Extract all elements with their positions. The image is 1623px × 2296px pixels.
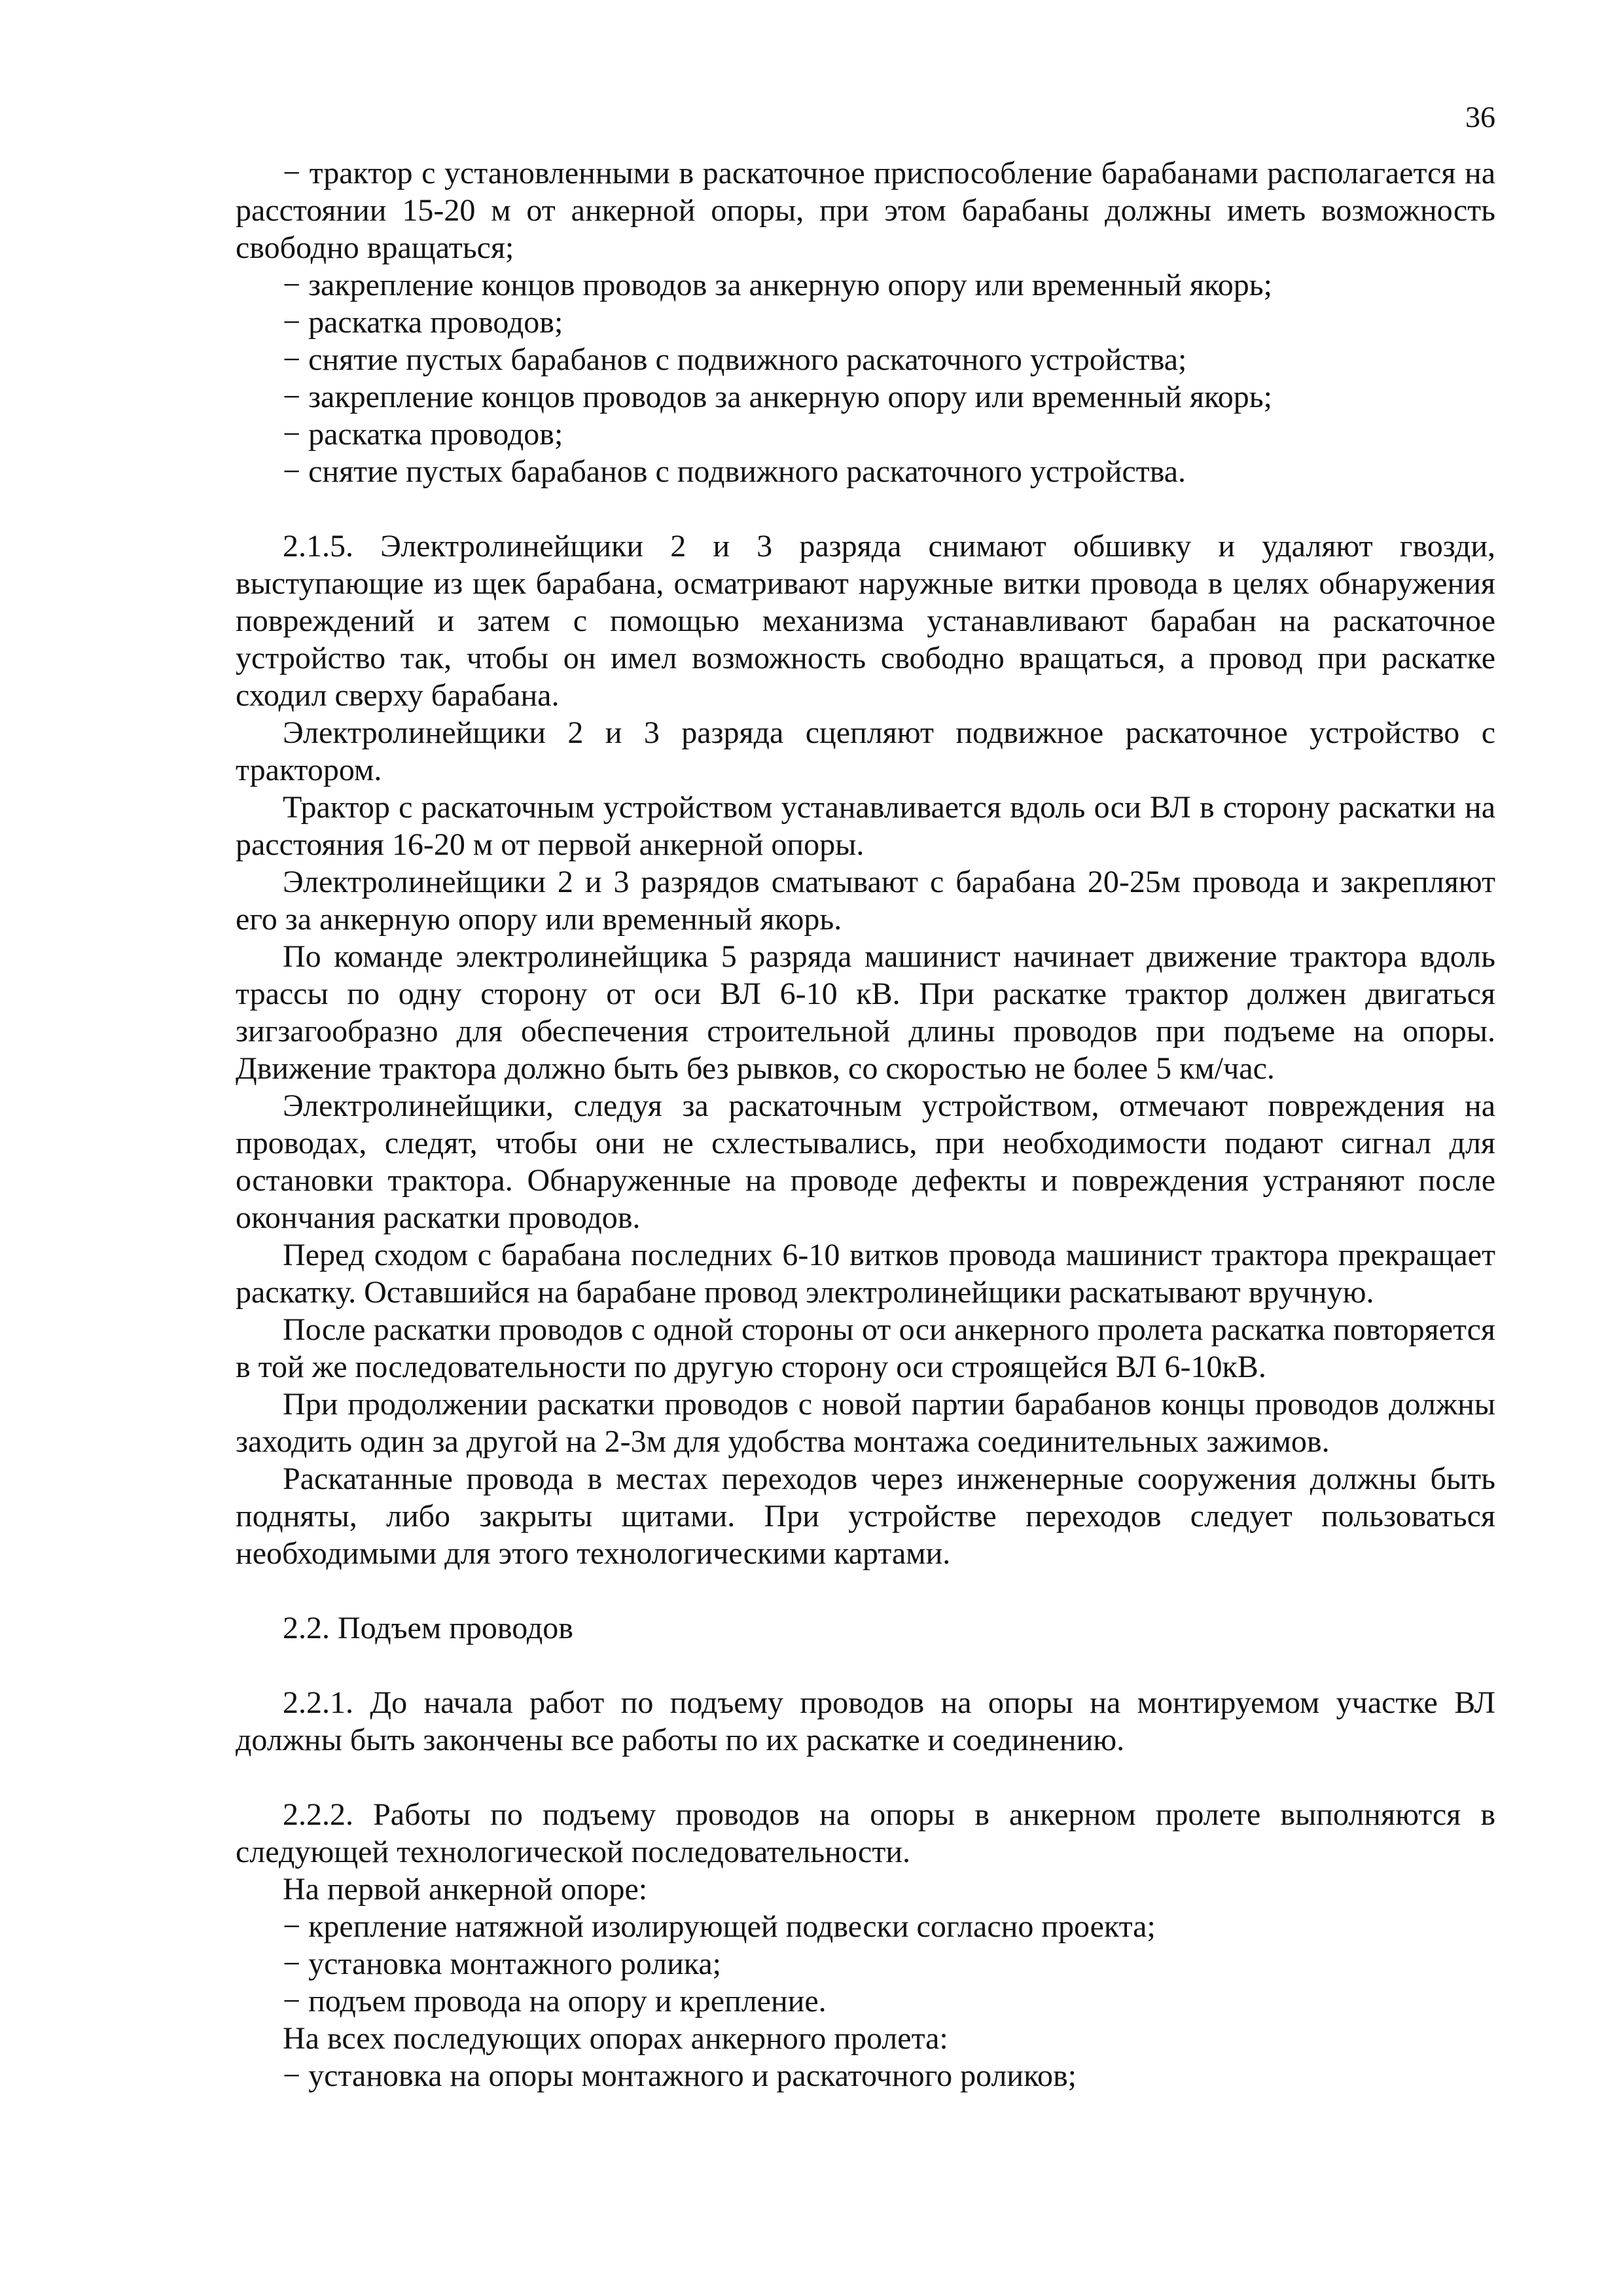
paragraph-2-1-5: 2.1.5. Электролинейщики 2 и 3 разряда снимают обшивку и удаляют гвозди, выступающие из щек барабана, осматривают наружные витки провода в целях обнаружения повреждений и затем с помощью механизма устанавливают барабан на раскаточное устройство так, чтобы он имел возможность свободно вращаться, а провод при раскатке сходил сверху барабана. <box>236 529 1495 713</box>
list-item: − установка на опоры монтажного и раскаточного роликов; <box>283 2058 1077 2093</box>
tractor-position-item: − трактор с установленными в раскаточное приспособление барабанами располагается на расстоянии 15-20 м от анкерной опоры, при этом барабаны должны иметь возможность свободно вращаться; <box>236 156 1495 265</box>
list-item: − установка монтажного ролика; <box>283 1946 722 1981</box>
first-support-label: На первой анкерной опоре: <box>283 1872 648 1907</box>
paragraph: Раскатанные провода в местах переходов через инженерные сооружения должны быть подняты, либо закрыты щитами. При устройстве переходов следует пользоваться необходимыми для этого технологическими картами. <box>236 1462 1495 1571</box>
list-item: − закрепление концов проводов за анкерную опору или временный якорь; <box>283 380 1272 414</box>
list-item: − подъем провода на опору и крепление. <box>283 1984 827 2018</box>
paragraph: Электролинейщики 2 и 3 разряда сцепляют подвижное раскаточное устройство с трактором. <box>236 715 1495 787</box>
paragraph: Электролинейщики 2 и 3 разрядов сматывают с барабана 20-25м провода и закрепляют его за анкерную опору или временный якорь. <box>236 865 1495 937</box>
page-number: 36 <box>1465 100 1495 134</box>
paragraph-2-2-2: 2.2.2. Работы по подъему проводов на опоры в анкерном пролете выполняются в следующей технологической последовательности. <box>236 1797 1495 1869</box>
paragraph: Перед сходом с барабана последних 6-10 витков провода машинист трактора прекращает раскатку. Оставшийся на барабане провод электролинейщики раскатывают вручную. <box>236 1238 1495 1310</box>
page-content <box>236 154 1495 2094</box>
paragraph: При продолжении раскатки проводов с новой партии барабанов концы проводов должны заходить один за другой на 2-3м для удобства монтажа соединительных зажимов. <box>236 1387 1495 1459</box>
list-item: − закрепление концов проводов за анкерную опору или временный якорь; <box>283 268 1272 302</box>
paragraph: По команде электролинейщика 5 разряда машинист начинает движение трактора вдоль трассы по одну сторону от оси ВЛ 6-10 кВ. При раскатке трактор должен двигаться зигзагообразно для обеспечения строительной длины проводов при подъеме на опоры. Движение трактора должно быть без рывков, со скоростью не более 5 км/час. <box>236 939 1495 1086</box>
paragraph: Электролинейщики, следуя за раскаточным устройством, отмечают повреждения на проводах, следят, чтобы они не схлестывались, при необходимости подают сигнал для остановки трактора. Обнаруженные на проводе дефекты и повреждения устраняют после окончания раскатки проводов. <box>236 1088 1495 1235</box>
list-item: − крепление натяжной изолирующей подвески согласно проекта; <box>283 1909 1156 1944</box>
list-item: − раскатка проводов; <box>283 417 563 452</box>
section-heading: 2.2. Подъем проводов <box>283 1611 573 1645</box>
spacer <box>236 490 1495 528</box>
spacer <box>236 1572 1495 1609</box>
paragraph: После раскатки проводов с одной стороны от оси анкерного пролета раскатка повторяется в той же последовательности по другую сторону оси строящейся ВЛ 6-10кВ. <box>236 1312 1495 1384</box>
spacer <box>236 1759 1495 1796</box>
paragraph-2-2-1: 2.2.1. До начала работ по подъему проводов на опоры на монтируемом участке ВЛ должны быть закончены все работы по их раскатке и соединению. <box>236 1685 1495 1757</box>
list-item: − раскатка проводов; <box>283 305 563 340</box>
paragraph: Трактор с раскаточным устройством устанавливается вдоль оси ВЛ в сторону раскатки на расстояния 16-20 м от первой анкерной опоры. <box>236 790 1495 862</box>
list-item: − снятие пустых барабанов с подвижного раскаточного устройства. <box>283 454 1186 489</box>
spacer <box>236 1647 1495 1684</box>
next-supports-label: На всех последующих опорах анкерного пролета: <box>283 2021 948 2056</box>
list-item: − снятие пустых барабанов с подвижного раскаточного устройства; <box>283 342 1187 377</box>
